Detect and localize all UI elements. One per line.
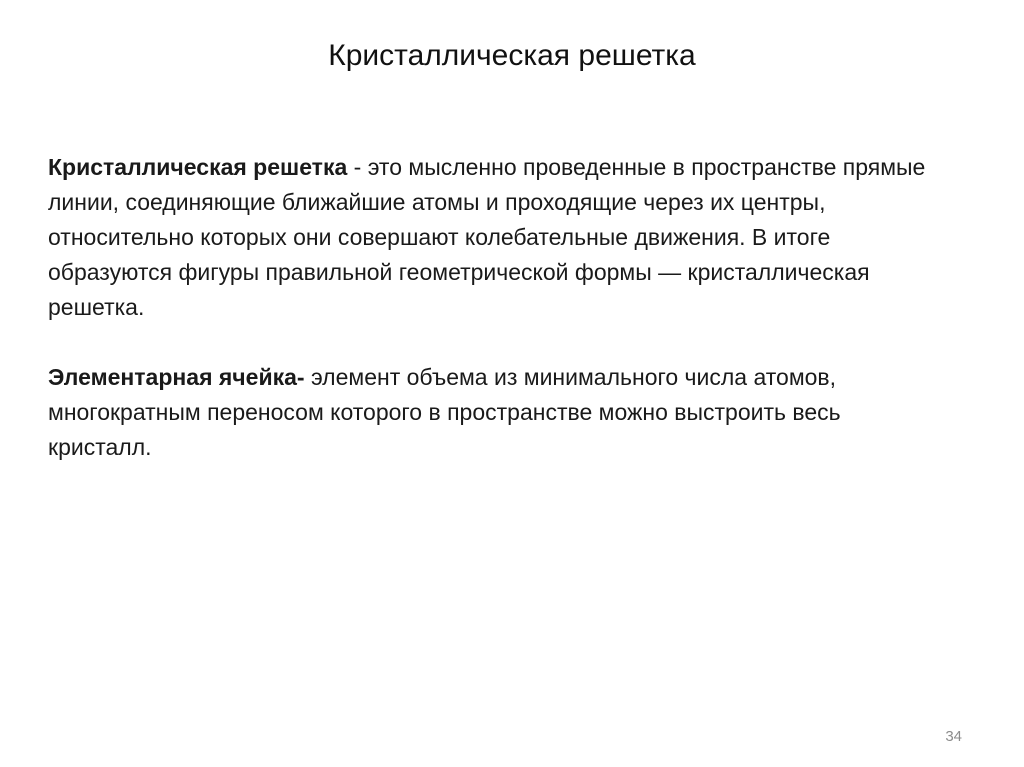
definition-crystal-lattice xyxy=(48,150,928,325)
definition-text: элемент объема из минимального числа атомов, многократным переносом которого в пространстве можно выстроить весь кристалл. xyxy=(48,364,841,460)
definition-unit-cell xyxy=(48,360,928,465)
slide-title: Кристаллическая решетка xyxy=(328,39,696,72)
definition-term: Элементарная ячейка- xyxy=(48,364,305,390)
definition-term: Кристаллическая решетка xyxy=(48,154,348,180)
definition-text: - это мысленно проведенные в пространстве прямые линии, соединяющие ближайшие атомы и проходящие через их центры, относительно которых они совершают колебательные движения. В итоге образуются фигуры правильной геометрической формы — кристаллическая решетка. xyxy=(48,154,926,320)
slide-body xyxy=(48,150,928,465)
page-number: 34 xyxy=(945,728,962,745)
